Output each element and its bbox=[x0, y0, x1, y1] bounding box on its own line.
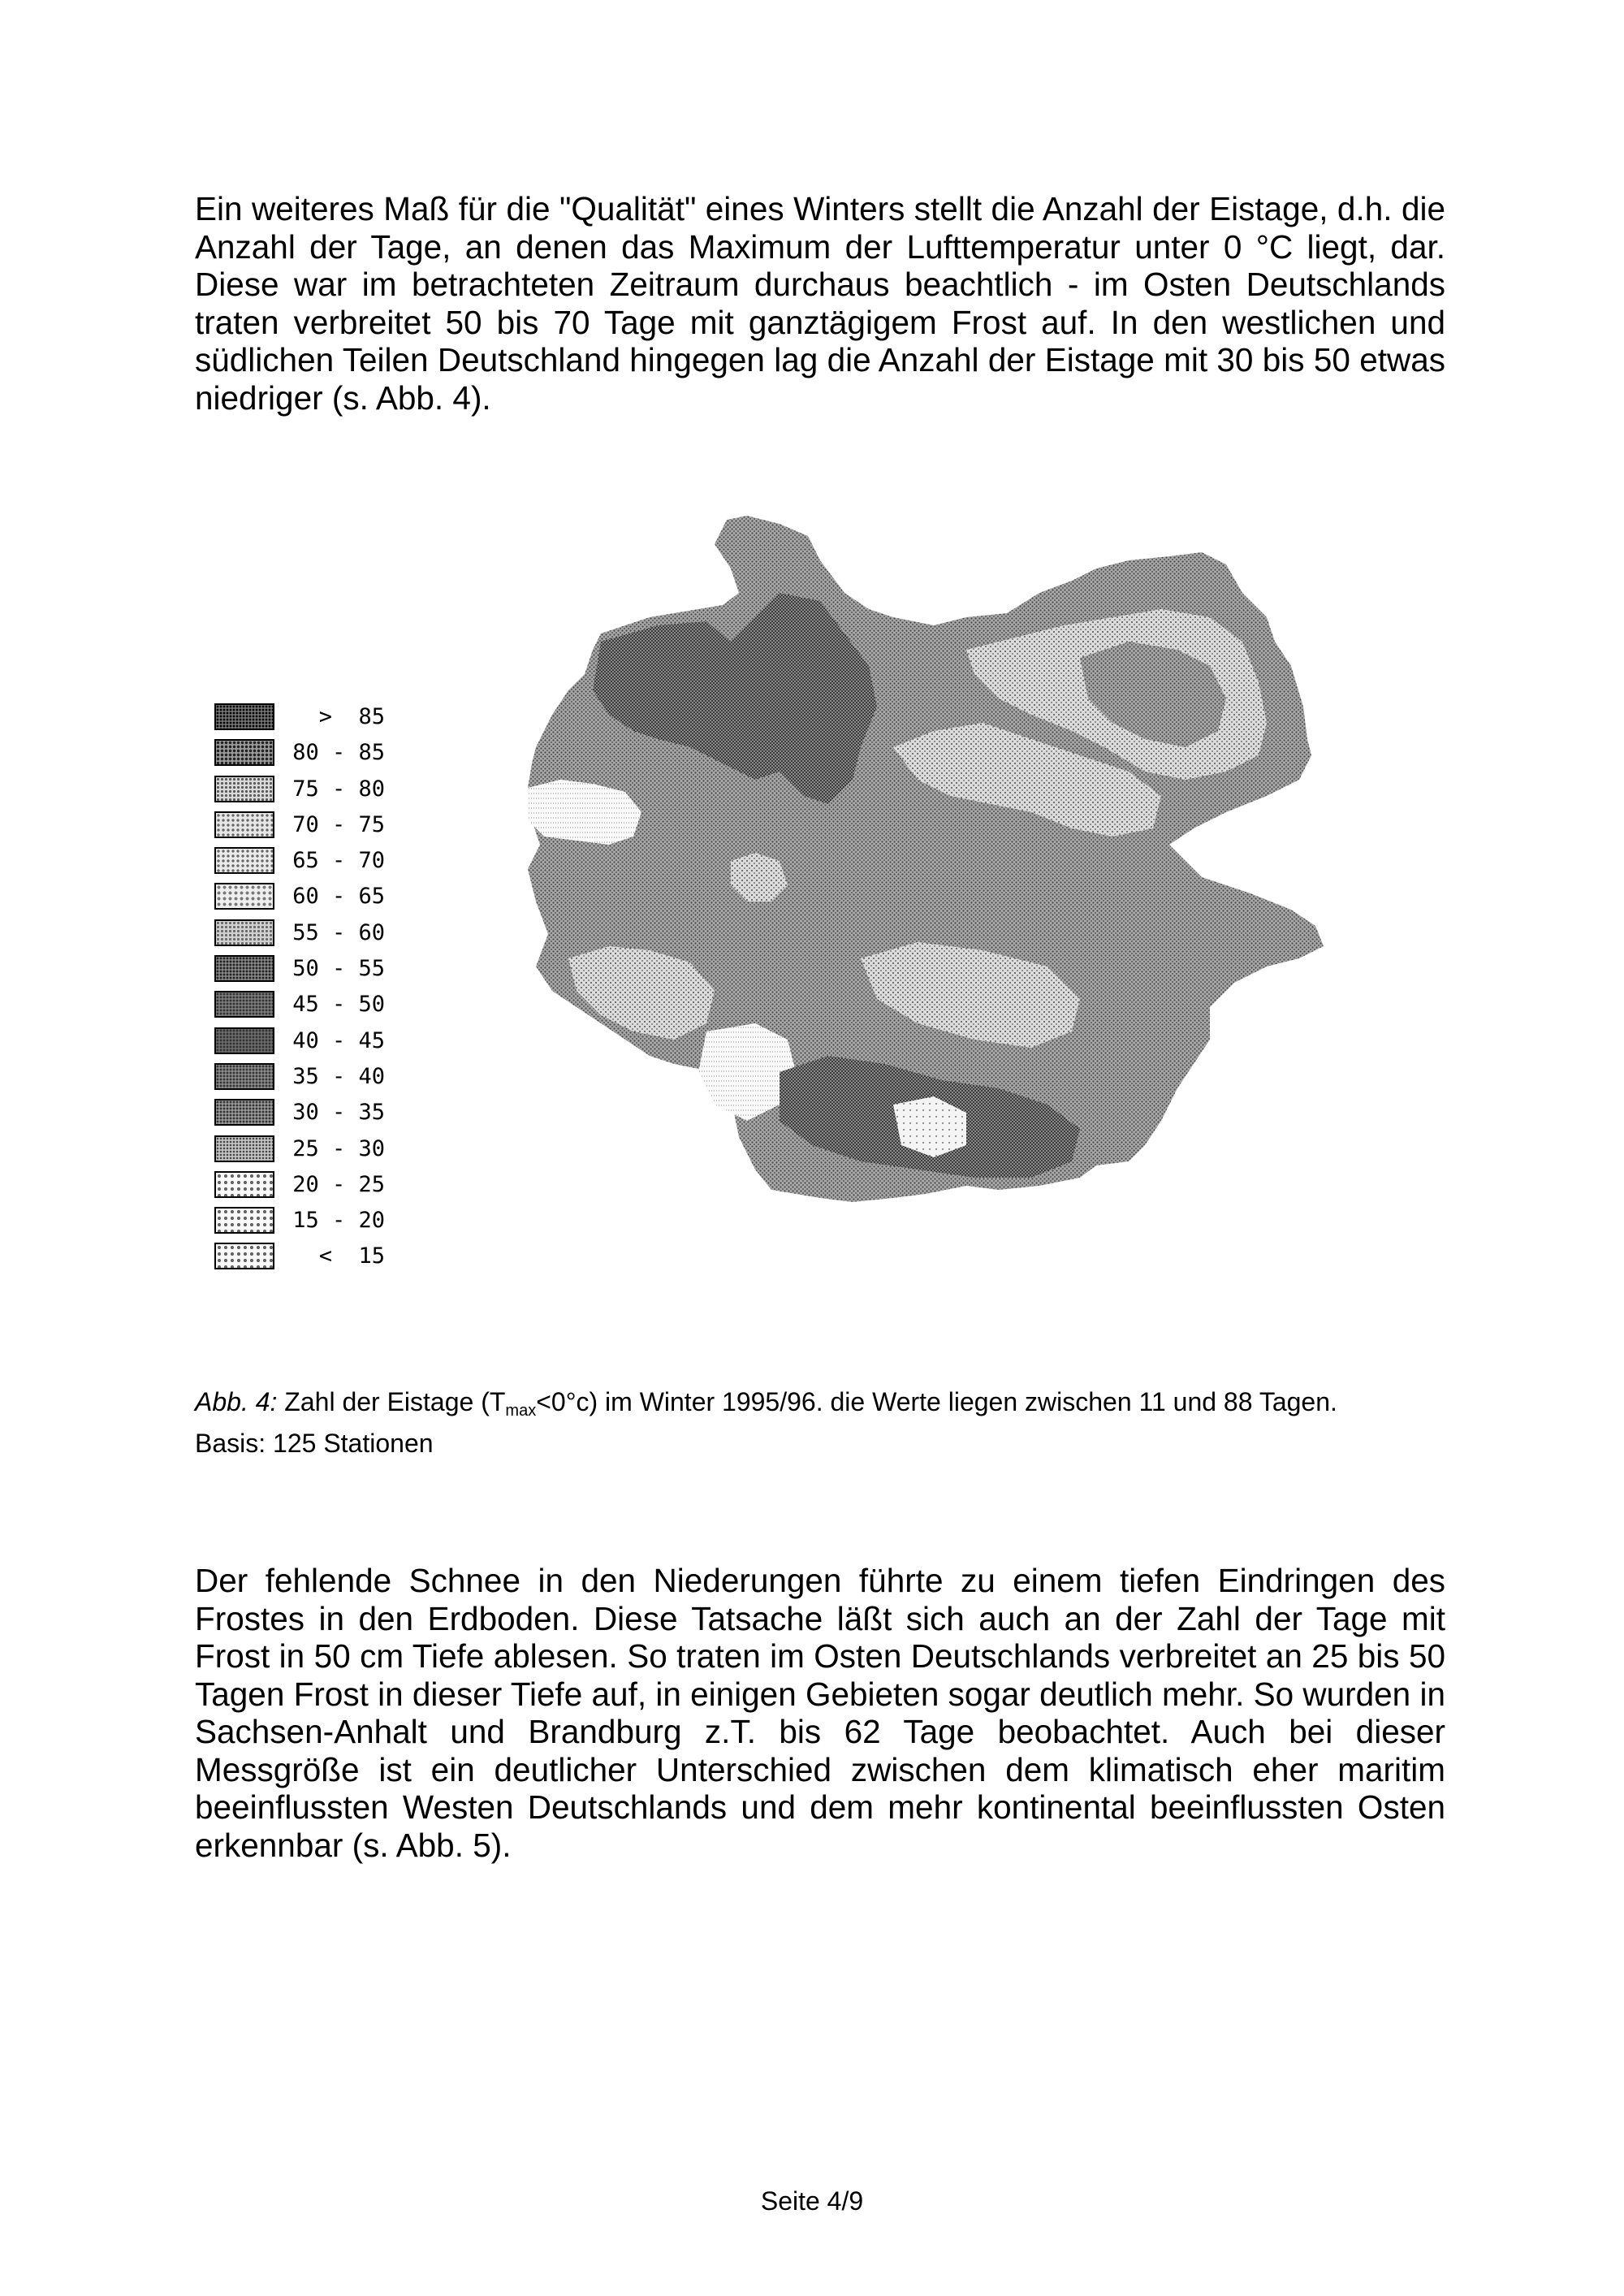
legend-label: 75 - 80 bbox=[292, 776, 385, 802]
legend-item bbox=[214, 1024, 409, 1060]
legend-item bbox=[214, 1239, 409, 1275]
legend-label: 80 - 85 bbox=[292, 740, 385, 766]
caption-basis: Basis: 125 Stationen bbox=[195, 1429, 434, 1458]
legend-label: 30 - 35 bbox=[292, 1100, 385, 1126]
figure-caption bbox=[195, 1386, 1462, 1459]
caption-subscript: max bbox=[505, 1402, 537, 1420]
legend-label: 45 - 50 bbox=[292, 992, 385, 1018]
legend-item bbox=[214, 772, 409, 808]
legend-label: 50 - 55 bbox=[292, 956, 385, 982]
caption-text-before: Zahl der Eistage (T bbox=[277, 1387, 506, 1416]
page-number: Seite 4/9 bbox=[760, 2186, 864, 2216]
legend-label: 60 - 65 bbox=[292, 884, 385, 910]
legend-item bbox=[214, 1168, 409, 1204]
germany-ice-days-map bbox=[512, 504, 1429, 1283]
legend-label: 40 - 45 bbox=[292, 1027, 385, 1053]
caption-figure-number: Abb. 4: bbox=[195, 1387, 278, 1416]
legend-item bbox=[214, 844, 409, 880]
paragraph-intro: Ein weiteres Maß für die "Qualität" eines Winters stellt die Anzahl der Eistage, d.h. die Anzahl der Tage, an denen das Maximum der Lufttemperatur unter 0 °C liegt, dar. Diese war im betrachteten Zeitraum durchaus beachtlich - im Osten Deutschlands traten verbreitet 50 bis 70 Tage mit ganztägigem Frost auf. In den westlichen und südlichen Teilen Deutschland hingegen lag die Anzahl der Eistage mit 30 bis 50 etwas niedriger (s. Abb. 4). bbox=[195, 190, 1445, 417]
legend-item bbox=[214, 1132, 409, 1168]
legend-item bbox=[214, 1060, 409, 1096]
legend-label: > 85 bbox=[318, 704, 385, 729]
legend-label: 35 - 40 bbox=[292, 1063, 385, 1089]
legend-label: 20 - 25 bbox=[292, 1171, 385, 1197]
legend-item bbox=[214, 1096, 409, 1131]
legend-item bbox=[214, 880, 409, 915]
legend-label: 55 - 60 bbox=[292, 919, 385, 945]
legend-item bbox=[214, 700, 409, 736]
legend-item bbox=[214, 808, 409, 844]
paragraph-frost: Der fehlende Schnee in den Niederungen führte zu einem tiefen Eindringen des Frostes in den Erdboden. Diese Tatsache läßt sich auch an der Zahl der Tage mit Frost in 50 cm Tiefe ablesen. So traten im Osten Deutschlands verbreitet an 25 bis 50 Tagen Frost in dieser Tiefe auf, in einigen Gebieten sogar deutlich mehr. So wurden in Sachsen-Anhalt und Brandburg z.T. bis 62 Tage beobachtet. Auch bei dieser Messgröße ist ein deutlicher Unterschied zwischen dem klimatisch eher maritim beeinflussten Westen Deutschlands und dem mehr kontinental beeinflussten Osten erkennbar (s. Abb. 5). bbox=[195, 1562, 1445, 1864]
legend-label: 65 - 70 bbox=[292, 848, 385, 874]
legend-item bbox=[214, 916, 409, 952]
legend-item bbox=[214, 988, 409, 1023]
legend-item bbox=[214, 1204, 409, 1239]
legend-item bbox=[214, 952, 409, 988]
legend-label: < 15 bbox=[318, 1243, 385, 1269]
caption-text-after: <0°c) im Winter 1995/96. die Werte liegen zwischen 11 und 88 Tagen. bbox=[536, 1387, 1337, 1416]
legend-label: 25 - 30 bbox=[292, 1135, 385, 1161]
legend-label: 70 - 75 bbox=[292, 811, 385, 837]
legend-label: 15 - 20 bbox=[292, 1208, 385, 1234]
legend-item bbox=[214, 736, 409, 772]
map-legend bbox=[214, 700, 409, 1276]
